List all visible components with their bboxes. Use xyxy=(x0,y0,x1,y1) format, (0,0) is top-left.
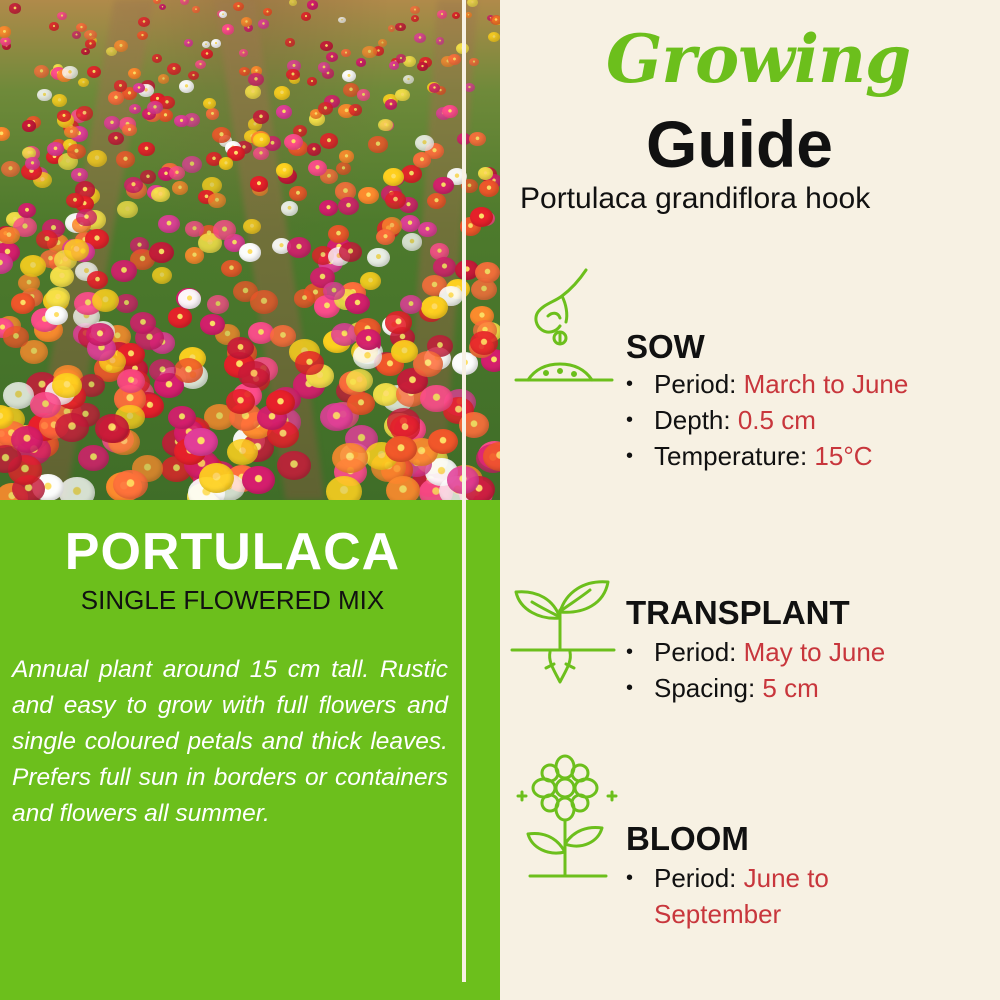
flower-blossom xyxy=(226,389,255,414)
flower-blossom xyxy=(320,41,333,52)
transplant-title: TRANSPLANT xyxy=(626,594,850,631)
flower-blossom xyxy=(360,272,381,290)
flower-blossom xyxy=(114,80,128,92)
seedling-icon xyxy=(510,570,620,686)
flower-blossom xyxy=(488,32,500,42)
flower-blossom xyxy=(242,466,275,494)
flower-blossom xyxy=(76,106,93,120)
flower-blossom xyxy=(428,429,458,455)
species-name: Portulaca grandiflora hook xyxy=(520,182,871,215)
flower-blossom xyxy=(475,262,500,283)
flower-blossom xyxy=(52,94,67,107)
flower-blossom xyxy=(356,58,366,67)
flower-blossom xyxy=(188,71,199,80)
flower-blossom xyxy=(49,22,59,31)
flower-blossom xyxy=(410,6,420,14)
flower-blossom xyxy=(149,242,174,263)
flower-blossom xyxy=(114,40,128,52)
flower-blossom xyxy=(174,358,203,383)
flower-blossom xyxy=(57,12,67,21)
flower-blossom xyxy=(270,325,296,347)
transplant-list xyxy=(626,634,885,706)
flower-blossom xyxy=(281,201,299,216)
bloom-title: BLOOM xyxy=(626,820,749,857)
flower-blossom xyxy=(248,73,264,86)
flower-blossom xyxy=(138,142,155,156)
flower-blossom xyxy=(104,116,120,130)
flower-blossom xyxy=(122,124,136,136)
flower-blossom xyxy=(172,181,189,195)
flower-blossom xyxy=(388,25,396,31)
flower-blossom xyxy=(490,15,500,26)
product-description: Annual plant around 15 cm tall. Rustic and easy to grow with full flowers and single coloured petals and thick leaves. Prefers full sun in borders or containers and flowers all summer. xyxy=(12,656,448,827)
sow-period: • Period: March to June xyxy=(626,369,909,399)
flower-blossom xyxy=(182,156,202,173)
flower-blossom xyxy=(3,326,28,348)
flower-blossom xyxy=(67,144,85,160)
flower-blossom xyxy=(211,39,221,48)
flower-blossom xyxy=(0,227,20,245)
flower-blossom xyxy=(318,62,330,72)
flower-blossom xyxy=(319,200,338,216)
flower-blossom xyxy=(92,289,119,312)
flower-blossom xyxy=(184,39,193,47)
flower-blossom xyxy=(289,186,306,201)
flower-blossom xyxy=(78,78,89,88)
flower-blossom xyxy=(108,91,124,104)
flower-blossom xyxy=(386,476,420,500)
flower-blossom xyxy=(95,414,129,443)
flower-blossom xyxy=(266,390,295,415)
flower-blossom xyxy=(3,382,34,408)
flower-blossom xyxy=(87,150,107,167)
flower-blossom xyxy=(213,220,236,239)
flower-blossom xyxy=(368,136,387,152)
transplant-period-value: May to June xyxy=(743,637,886,667)
flower-blossom xyxy=(84,30,97,41)
flower-blossom xyxy=(295,351,324,376)
flower-blossom xyxy=(116,151,135,168)
flower-blossom xyxy=(168,307,192,328)
flower-blossom xyxy=(55,413,89,442)
flower-blossom xyxy=(338,197,360,215)
flower-blossom xyxy=(11,426,43,453)
bloom-period: • Period: June to September xyxy=(626,863,829,929)
flower-blossom xyxy=(153,0,161,4)
flower-blossom xyxy=(113,470,148,499)
flower-blossom xyxy=(395,89,409,101)
flower-blossom xyxy=(72,31,81,39)
flower-blossom xyxy=(59,477,95,500)
flower-icon xyxy=(510,752,620,884)
flower-blossom xyxy=(202,41,211,48)
sow-depth-value: 0.5 cm xyxy=(737,405,816,435)
flower-blossom xyxy=(9,3,21,14)
flower-blossom xyxy=(286,69,300,81)
flower-blossom xyxy=(219,157,234,170)
flower-blossom xyxy=(339,150,354,162)
flower-blossom xyxy=(367,248,390,267)
flower-blossom xyxy=(307,143,321,155)
flower-blossom xyxy=(178,289,201,308)
flower-blossom xyxy=(469,132,486,147)
flower-blossom xyxy=(341,49,351,57)
flower-blossom xyxy=(62,66,77,79)
flower-blossom xyxy=(195,60,206,69)
flower-blossom xyxy=(18,203,36,218)
flower-blossom xyxy=(400,215,420,232)
flower-blossom xyxy=(203,98,216,109)
flower-blossom xyxy=(238,361,270,388)
flower-blossom xyxy=(470,207,493,227)
flower-blossom xyxy=(180,0,189,5)
seed-sowing-icon xyxy=(508,268,620,388)
flower-blossom xyxy=(57,110,71,122)
flower-blossom xyxy=(239,243,261,261)
flower-blossom xyxy=(400,295,422,314)
flower-blossom xyxy=(307,77,317,86)
flower-blossom xyxy=(47,142,64,156)
flower-blossom xyxy=(111,260,137,282)
flower-blossom xyxy=(338,17,346,24)
flower-blossom xyxy=(263,8,272,16)
flower-blossom xyxy=(159,4,166,10)
flower-blossom xyxy=(403,75,414,84)
flower-blossom xyxy=(326,476,362,500)
flower-blossom xyxy=(421,296,448,319)
flower-blossom xyxy=(411,15,419,22)
flower-blossom xyxy=(284,134,303,150)
flower-blossom xyxy=(152,267,173,284)
flower-blossom xyxy=(469,58,479,67)
flower-blossom xyxy=(64,239,89,260)
flower-blossom xyxy=(402,233,422,250)
bloom-list xyxy=(626,860,926,932)
flower-blossom xyxy=(185,221,203,237)
transplant-spacing-value: 5 cm xyxy=(762,673,819,703)
flower-blossom xyxy=(294,289,316,308)
flower-blossom xyxy=(87,271,109,289)
flower-blossom xyxy=(385,191,406,209)
flower-blossom xyxy=(276,105,292,119)
flower-blossom xyxy=(358,187,378,204)
flower-blossom xyxy=(479,180,499,197)
flower-blossom xyxy=(401,165,422,183)
flower-blossom xyxy=(199,463,234,493)
flower-blossom xyxy=(285,38,295,47)
flower-blossom xyxy=(11,293,35,313)
flower-blossom xyxy=(206,108,219,119)
flower-blossom xyxy=(151,187,169,203)
flower-blossom xyxy=(115,294,138,313)
flower-blossom xyxy=(158,215,180,234)
flower-blossom xyxy=(201,49,213,59)
flower-blossom xyxy=(147,101,162,114)
flower-blossom xyxy=(52,373,81,398)
flower-blossom xyxy=(362,46,377,58)
flower-blossom xyxy=(22,120,35,131)
sow-temperature-value: 15°C xyxy=(814,441,873,471)
flower-blossom xyxy=(418,222,436,237)
flower-blossom xyxy=(357,89,370,100)
flower-blossom xyxy=(346,369,373,392)
flower-blossom xyxy=(233,2,244,11)
flower-blossom xyxy=(1,161,20,177)
sow-title: SOW xyxy=(626,328,705,365)
flower-blossom xyxy=(307,0,318,10)
flower-blossom xyxy=(149,359,176,382)
flower-blossom xyxy=(385,311,411,333)
flower-blossom xyxy=(128,68,141,79)
flower-blossom xyxy=(222,24,234,34)
flower-blossom xyxy=(395,23,405,32)
flower-blossom xyxy=(301,12,311,21)
flower-blossom xyxy=(326,52,338,62)
flower-field-photo xyxy=(0,0,500,500)
flower-blossom xyxy=(37,89,51,101)
flower-blossom xyxy=(250,176,268,191)
flower-blossom xyxy=(442,105,457,118)
guide-title-script: Growing xyxy=(606,20,911,98)
flower-blossom xyxy=(0,37,11,46)
flower-blossom xyxy=(81,48,90,55)
flower-blossom xyxy=(207,295,229,314)
flower-blossom xyxy=(0,26,11,38)
flower-blossom xyxy=(376,229,395,245)
flower-blossom xyxy=(167,63,181,75)
flower-blossom xyxy=(452,12,460,19)
flower-blossom xyxy=(332,443,368,473)
flower-blossom xyxy=(200,314,224,335)
flower-blossom xyxy=(383,168,404,186)
flower-blossom xyxy=(378,39,387,47)
flower-blossom xyxy=(436,37,445,44)
flower-blossom xyxy=(85,39,96,48)
flower-blossom xyxy=(20,255,46,277)
flower-blossom xyxy=(0,127,10,141)
flower-blossom xyxy=(34,65,50,78)
flower-blossom xyxy=(117,201,138,219)
flower-blossom xyxy=(25,157,40,170)
flower-blossom xyxy=(415,135,434,151)
flower-blossom xyxy=(87,66,101,78)
flower-blossom xyxy=(227,439,257,465)
flower-blossom xyxy=(66,193,84,208)
flower-blossom xyxy=(30,392,61,418)
flower-blossom xyxy=(289,0,297,6)
transplant-spacing: • Spacing: 5 cm xyxy=(626,673,819,703)
product-title: PORTULACA xyxy=(64,523,401,581)
flower-blossom xyxy=(108,132,123,145)
flower-blossom xyxy=(320,133,338,148)
flower-blossom xyxy=(356,329,381,350)
flower-blossom xyxy=(130,312,156,334)
flower-blossom xyxy=(129,104,141,115)
flower-blossom xyxy=(318,102,333,115)
flower-blossom xyxy=(78,445,109,471)
flower-blossom xyxy=(158,74,169,83)
flower-blossom xyxy=(250,290,278,314)
guide-title-bold: Guide xyxy=(646,107,834,181)
product-subtitle: SINGLE FLOWERED MIX xyxy=(80,585,385,615)
flower-blossom xyxy=(277,451,310,479)
flower-blossom xyxy=(328,225,349,243)
transplant-period: • Period: May to June xyxy=(626,637,886,667)
bloom-period-value: June to September xyxy=(654,863,829,929)
flower-blossom xyxy=(133,83,145,93)
flower-blossom xyxy=(339,242,362,262)
flower-blossom xyxy=(124,177,143,193)
flower-blossom xyxy=(413,152,431,167)
flower-blossom xyxy=(169,166,185,180)
sow-depth: • Depth: 0.5 cm xyxy=(626,405,816,435)
flower-blossom xyxy=(221,260,241,277)
flower-blossom xyxy=(227,337,254,360)
flower-blossom xyxy=(184,428,218,456)
flower-blossom xyxy=(179,80,195,93)
flower-blossom xyxy=(345,293,370,314)
flower-blossom xyxy=(86,323,113,346)
flower-blossom xyxy=(45,306,68,325)
flower-blossom xyxy=(208,193,226,208)
flower-blossom xyxy=(46,287,71,308)
sow-list xyxy=(626,366,908,474)
flower-blossom xyxy=(274,86,290,100)
flower-blossom xyxy=(385,436,416,463)
flower-blossom xyxy=(417,62,427,71)
flower-blossom xyxy=(336,162,351,175)
flower-blossom xyxy=(212,127,231,143)
flower-blossom xyxy=(253,133,270,148)
flower-blossom xyxy=(391,340,418,363)
flower-blossom xyxy=(349,104,362,115)
sow-period-value: March to June xyxy=(743,369,909,399)
flower-blossom xyxy=(76,209,97,227)
sow-temperature: • Temperature: 15°C xyxy=(626,441,873,471)
flower-blossom xyxy=(253,110,269,123)
flower-blossom xyxy=(287,237,312,258)
flower-blossom xyxy=(258,19,269,29)
flower-blossom xyxy=(342,70,356,82)
flower-blossom xyxy=(385,99,398,110)
flower-blossom xyxy=(152,54,162,63)
flower-blossom xyxy=(192,6,200,12)
flower-blossom xyxy=(420,385,453,413)
column-divider xyxy=(462,0,466,982)
flower-blossom xyxy=(433,177,454,195)
flower-blossom xyxy=(433,257,456,277)
flower-blossom xyxy=(414,33,426,43)
flower-blossom xyxy=(478,167,493,180)
flower-blossom xyxy=(219,11,227,18)
